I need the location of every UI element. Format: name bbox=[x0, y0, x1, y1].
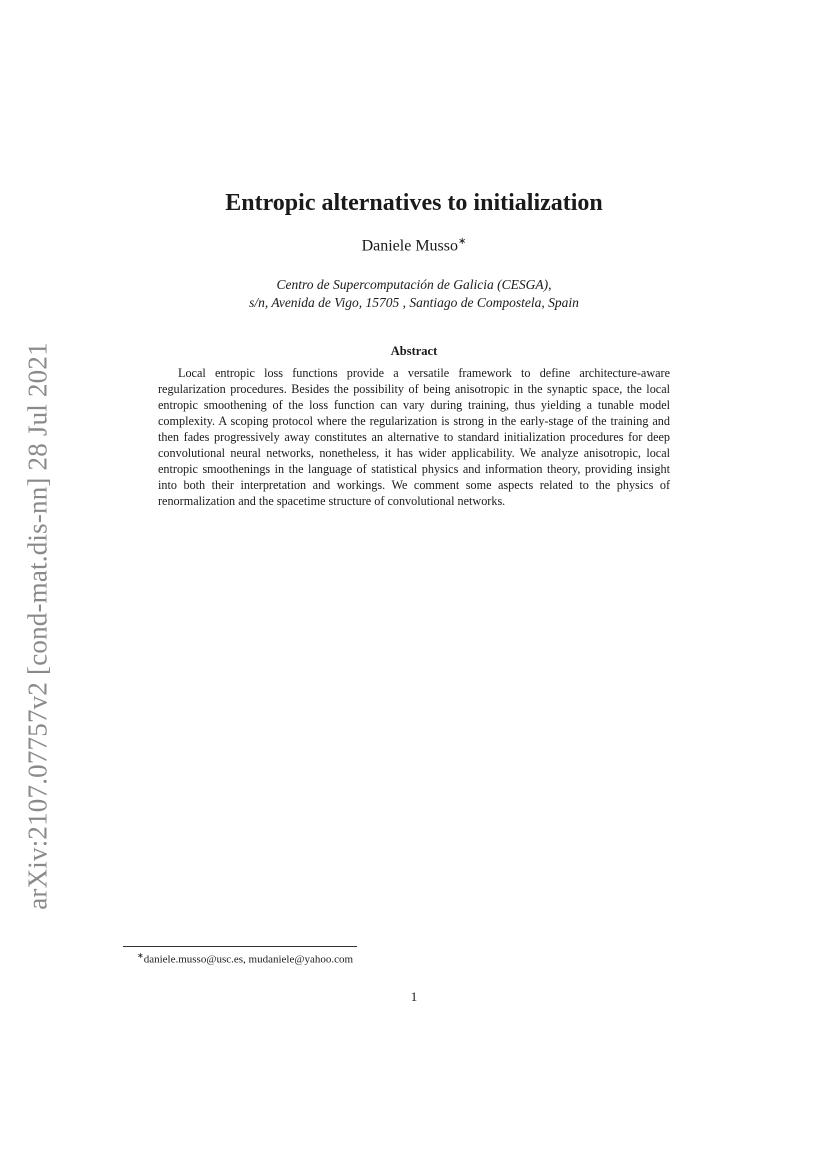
author-name: Daniele Musso bbox=[361, 237, 459, 255]
author-footnote-mark: ∗ bbox=[458, 236, 467, 247]
page-number: 1 bbox=[410, 989, 418, 1004]
abstract-body: Local entropic loss functions provide a versatile framework to define architecture-aware regularization procedures. Besides the possibility of being anisotropic in the synaptic space, the local entropic smoothening of the loss function can vary during training, thus yielding a tunable model complexity. A scoping protocol where the regularization is strong in the early-stage of the training and then fades progressively away constitutes an alternative to standard initialization procedures for deep convolutional neural networks, nonetheless, it has wider applicability. We analyze anisotropic, local entropic smoothenings in the language of statistical physics and information theory, providing insight into both their interpretation and workings. We comment some aspects related to the physics of renormalization and the spacetime structure of convolutional networks. bbox=[158, 366, 670, 508]
paper-title: Entropic alternatives to initialization bbox=[225, 190, 603, 216]
footnote-divider bbox=[123, 946, 357, 947]
abstract-heading: Abstract bbox=[390, 344, 438, 358]
footnote bbox=[137, 951, 353, 966]
affiliation bbox=[0, 276, 828, 312]
affiliation-line-2: s/n, Avenida de Vigo, 15705 , Santiago de Compostela, Spain bbox=[249, 295, 579, 310]
author-line bbox=[0, 236, 828, 255]
footnote-mark: ∗ bbox=[137, 951, 144, 960]
affiliation-line-1: Centro de Supercomputación de Galicia (CESGA), bbox=[276, 277, 552, 292]
arxiv-identifier: arXiv:2107.07757v2 [cond-mat.dis-nn] 28 Jul 2021 bbox=[22, 342, 53, 910]
footnote-emails: daniele.musso@usc.es, mudaniele@yahoo.com bbox=[143, 953, 354, 966]
